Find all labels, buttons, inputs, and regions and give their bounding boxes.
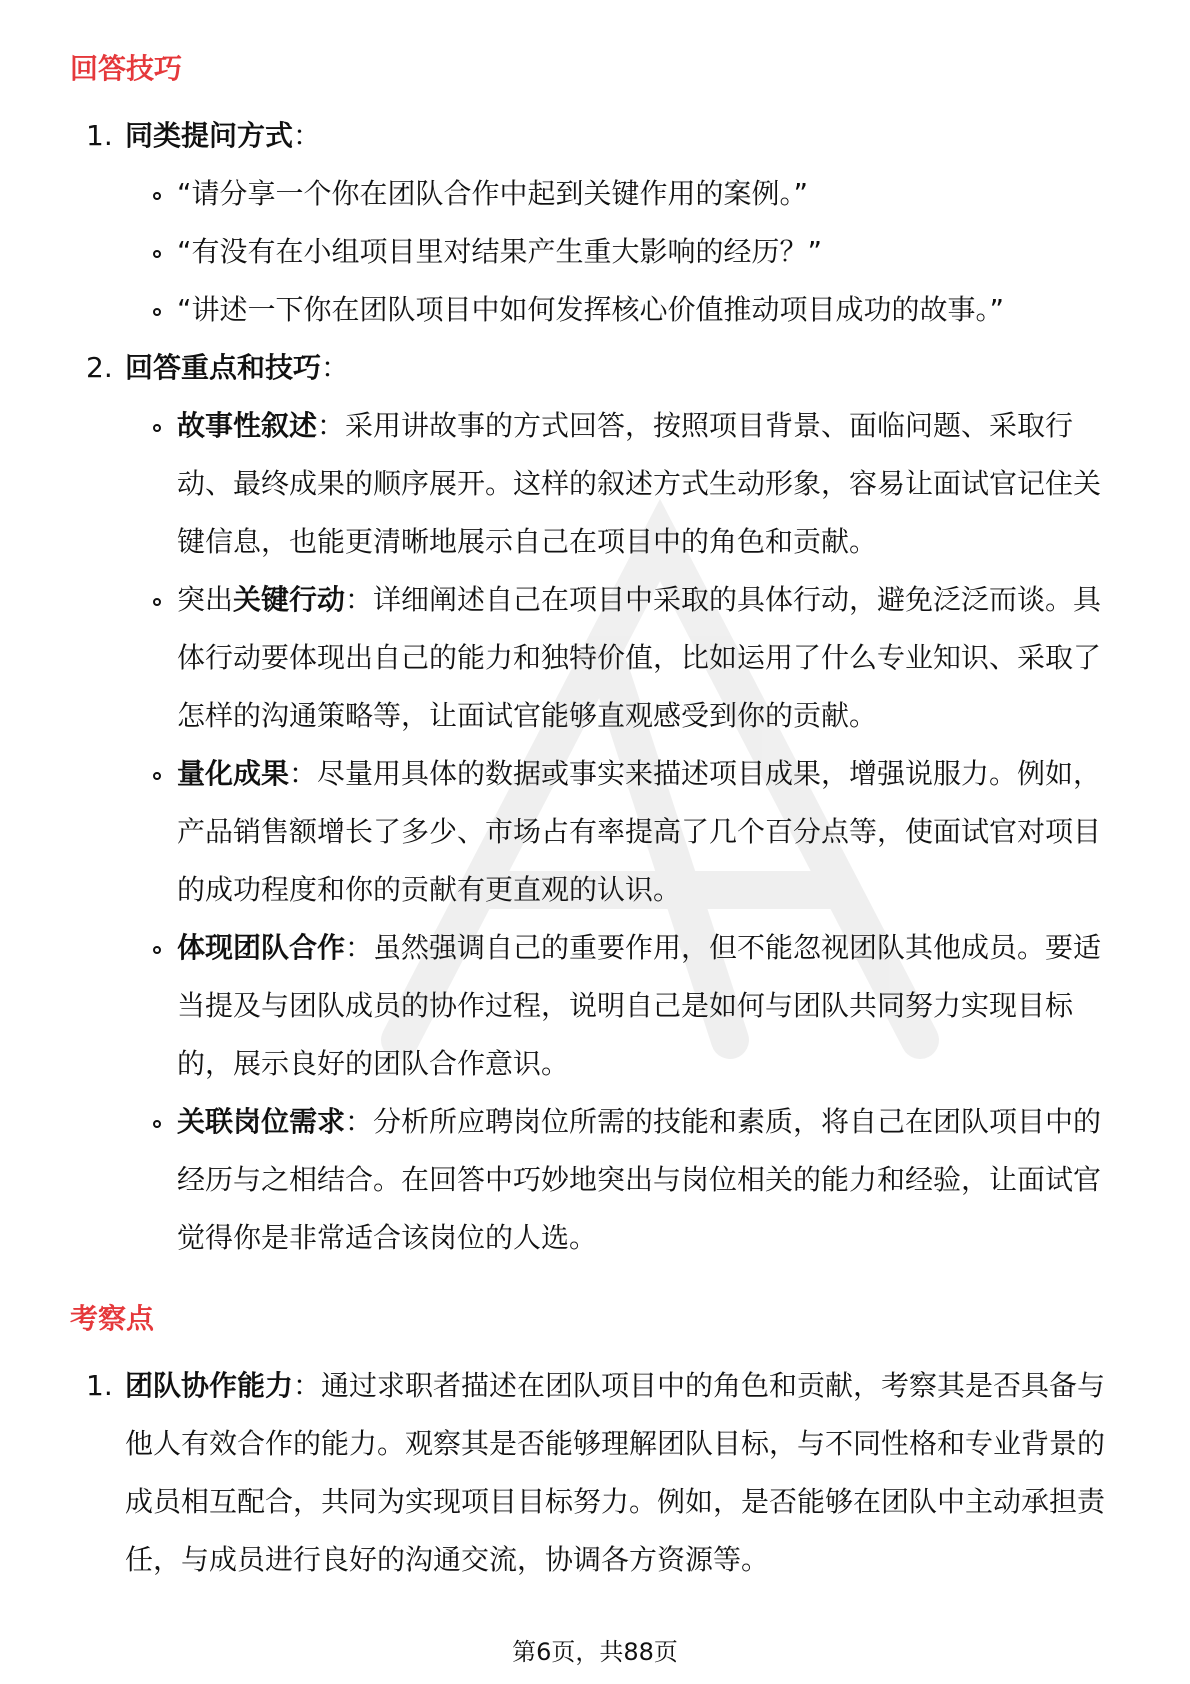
list-item: 体现团队合作：虽然强调自己的重要作用，但不能忽视团队其他成员。要适当提及与团队成员的协作过程，说明自己是如何与团队共同努力实现目标的，展示良好的团队合作意识。 <box>177 919 1112 1093</box>
bullet-icon <box>153 946 161 954</box>
tips-detail-list <box>0 397 1190 1267</box>
list-number: 1. <box>86 1369 113 1402</box>
page-footer: 第6页，共88页 <box>512 1638 678 1666</box>
bullet-icon <box>153 1120 161 1128</box>
bullet-icon <box>153 772 161 780</box>
list-item: 故事性叙述：采用讲故事的方式回答，按照项目背景、面临问题、采取行动、最终成果的顺序展开。这样的叙述方式生动形象，容易让面试官记住关键信息，也能更清晰地展示自己在项目中的角色和贡献。 <box>177 397 1112 571</box>
list-item: “请分享一个你在团队合作中起到关键作用的案例。” <box>177 165 1112 223</box>
points-list <box>0 1357 1190 1589</box>
list-item: 1. 团队协作能力：通过求职者描述在团队项目中的角色和贡献，考察其是否具备与他人有效合作的能力。观察其是否能够理解团队目标，与不同性格和专业背景的成员相互配合，共同为实现项目目标努力。例如，是否能够在团队中主动承担责任，与成员进行良好的沟通交流，协调各方资源等。 <box>0 1357 1190 1589</box>
list-item: 2. 回答重点和技巧： 故事性叙述：采用讲故事的方式回答，按照项目背景、面临问题、采取行动、最终成果的顺序展开。这样的叙述方式生动形象，容易让面试官记住关键信息，也能更清晰地展示自己在项目中的角色和贡献。 突出关键行动：详细阐述自己在项目中采取的具体行动，避免泛泛而谈。具体行动要体现出自己的能力和独特价值，比如运用了什么专业知识、采取了怎样的沟通策略等，让面试官能够直观感受到你的贡献。 量化成果：尽量用具体的数据或事实来描述项目成果，增强说服力。例如，产品销售额增长了多少、市场占有率提高了几个百分点等，使面试官对项目的成功程度和你的贡献有更直观的认识。 体现团队合作：虽然强调自己的重要作用，但不能忽视团队其他成员。要适当提及与团队成员的协作过程，说明自己是如何与团队共同努力实现目标的，展示良好的团队合作意识。 关联岗位需求：分析所应聘岗位所需的技能和素质，将自己在团队项目中的经历与之相结合。在回答中巧妙地突出与岗位相关的能力和经验，让面试官觉得你是非常适合该岗位的人选。 <box>0 339 1190 1267</box>
bullet-icon <box>153 598 161 606</box>
list-item: 突出关键行动：详细阐述自己在项目中采取的具体行动，避免泛泛而谈。具体行动要体现出自己的能力和独特价值，比如运用了什么专业知识、采取了怎样的沟通策略等，让面试官能够直观感受到你的贡献。 <box>177 571 1112 745</box>
list-item: 1. 同类提问方式： “请分享一个你在团队合作中起到关键作用的案例。” “有没有在小组项目里对结果产生重大影响的经历？” “讲述一下你在团队项目中如何发挥核心价值推动项目成功的故事。” <box>0 107 1190 339</box>
list-item: 关联岗位需求：分析所应聘岗位所需的技能和素质，将自己在团队项目中的经历与之相结合。在回答中巧妙地突出与岗位相关的能力和经验，让面试官觉得你是非常适合该岗位的人选。 <box>177 1093 1112 1267</box>
item-heading: 同类提问方式 <box>125 119 294 152</box>
section-title-tips: 回答技巧 <box>70 52 183 85</box>
question-list <box>0 165 1190 339</box>
list-number: 2. <box>86 351 113 384</box>
item-heading: 回答重点和技巧 <box>125 351 322 384</box>
list-item: “有没有在小组项目里对结果产生重大影响的经历？” <box>177 223 1112 281</box>
bullet-icon <box>153 308 161 316</box>
list-item: 量化成果：尽量用具体的数据或事实来描述项目成果，增强说服力。例如，产品销售额增长了多少、市场占有率提高了几个百分点等，使面试官对项目的成功程度和你的贡献有更直观的认识。 <box>177 745 1112 919</box>
list-item: “讲述一下你在团队项目中如何发挥核心价值推动项目成功的故事。” <box>177 281 1112 339</box>
tips-list <box>0 107 1190 1267</box>
bullet-icon <box>153 192 161 200</box>
section-title-points: 考察点 <box>70 1302 155 1335</box>
item-heading: 团队协作能力 <box>125 1369 294 1402</box>
list-number: 1. <box>86 119 113 152</box>
bullet-icon <box>153 424 161 432</box>
bullet-icon <box>153 250 161 258</box>
